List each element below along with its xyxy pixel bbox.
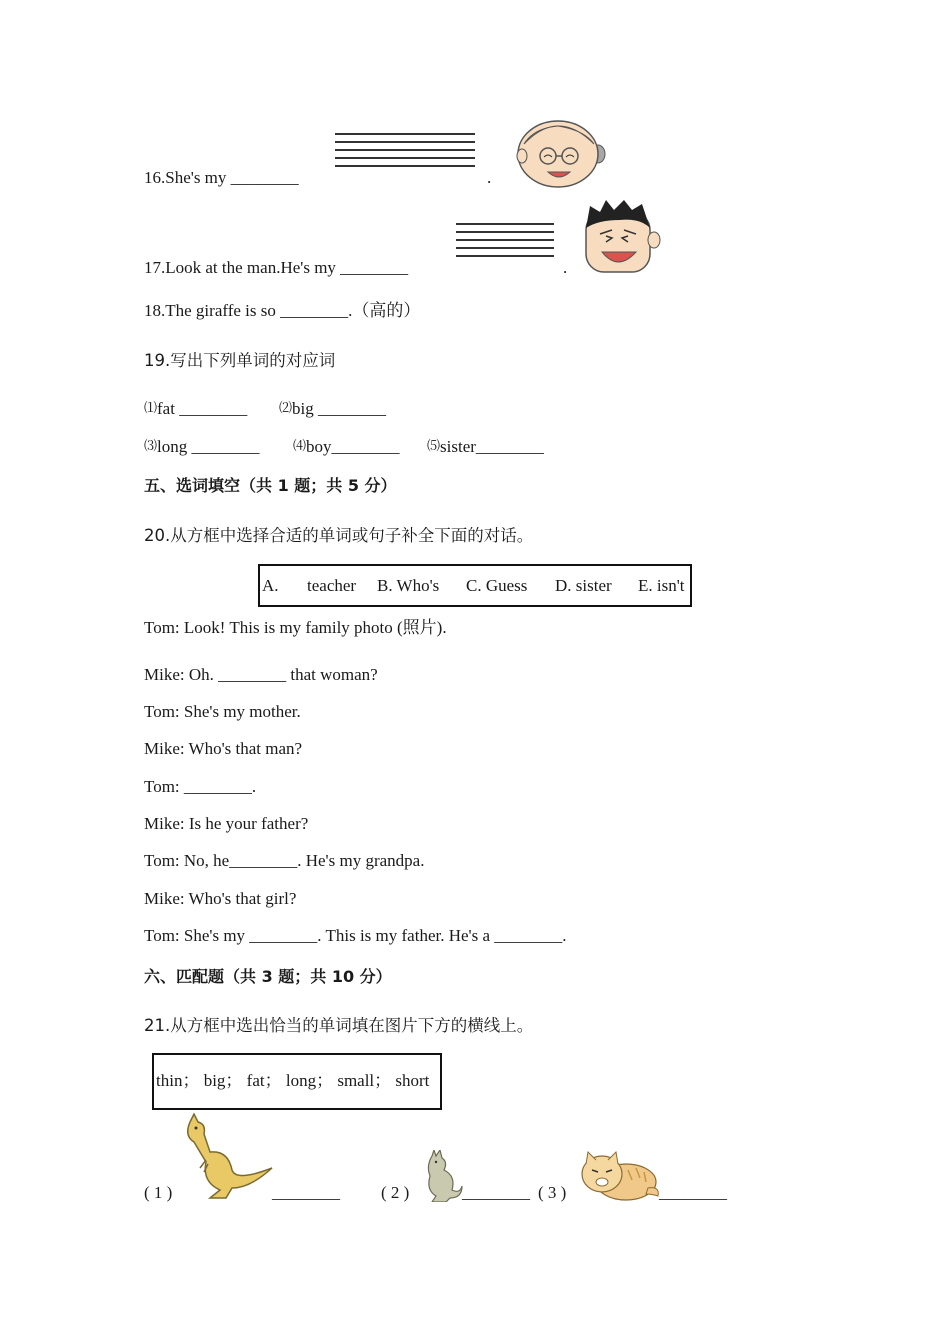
- q17-text: 17.Look at the man.He's my ________: [144, 258, 409, 277]
- q20-title: 20.从方框中选择合适的单词或句子补全下面的对话。: [144, 526, 534, 545]
- dialogue-line: Mike: Who's that girl?: [144, 889, 297, 908]
- q21-label-3: ( 3 ): [538, 1183, 567, 1202]
- q21-blank-1: ________: [272, 1183, 340, 1202]
- dialogue-line: Tom: Look! This is my family photo (照片).: [144, 618, 447, 637]
- dialogue-line: Mike: Who's that man?: [144, 739, 303, 758]
- q17-period: .: [563, 258, 568, 277]
- section-5-heading: 五、选词填空（共 1 题；共 5 分）: [144, 476, 397, 495]
- option-c: C. Guess: [466, 576, 528, 595]
- q17-answer-lines: [456, 223, 554, 263]
- option-d: D. sister: [555, 576, 612, 595]
- q19-item-3: ⑶long ________: [144, 437, 260, 456]
- q21-label-1: ( 1 ): [144, 1183, 173, 1202]
- q19-title: 19.写出下列单词的对应词: [144, 351, 336, 370]
- option-e: E. isn't: [638, 576, 685, 595]
- dialogue-line: Mike: Oh. ________ that woman?: [144, 665, 378, 684]
- q19-item-1: ⑴fat ________: [144, 399, 248, 418]
- q19-item-2: ⑵big ________: [279, 399, 386, 418]
- q21-title: 21.从方框中选出恰当的单词填在图片下方的横线上。: [144, 1016, 534, 1035]
- grandma-face-icon: [514, 116, 606, 188]
- small-kangaroo-icon: [422, 1150, 464, 1202]
- man-face-icon: [580, 198, 662, 278]
- q16-period: .: [487, 168, 492, 187]
- option-b: B. Who's: [377, 576, 440, 595]
- option-a-letter: A.: [262, 576, 279, 595]
- q18-text: 18.The giraffe is so ________.（高的）: [144, 301, 421, 320]
- kangaroo-icon: [180, 1112, 275, 1202]
- q16-text: 16.She's my ________: [144, 168, 299, 187]
- dialogue-line: Tom: No, he________. He's my grandpa.: [144, 851, 425, 870]
- dialogue-line: Tom: ________.: [144, 777, 257, 796]
- fat-cat-icon: [578, 1150, 662, 1202]
- q16-answer-lines: [335, 133, 475, 173]
- dialogue-line: Tom: She's my ________. This is my father. He's a ________.: [144, 926, 567, 945]
- q19-item-5: ⑸sister________: [427, 437, 544, 456]
- dialogue-line: Mike: Is he your father?: [144, 814, 309, 833]
- q19-item-4: ⑷boy________: [293, 437, 400, 456]
- q21-word-box: [152, 1053, 442, 1110]
- q20-word-box: [258, 564, 692, 607]
- q21-blank-3: ________: [659, 1183, 727, 1202]
- q21-label-2: ( 2 ): [381, 1183, 410, 1202]
- q21-blank-2: ________: [462, 1183, 530, 1202]
- option-a-word: teacher: [307, 576, 357, 595]
- q21-words: thin； big； fat； long； small； short: [156, 1071, 430, 1090]
- section-6-heading: 六、匹配题（共 3 题；共 10 分）: [144, 967, 392, 986]
- dialogue-line: Tom: She's my mother.: [144, 702, 301, 721]
